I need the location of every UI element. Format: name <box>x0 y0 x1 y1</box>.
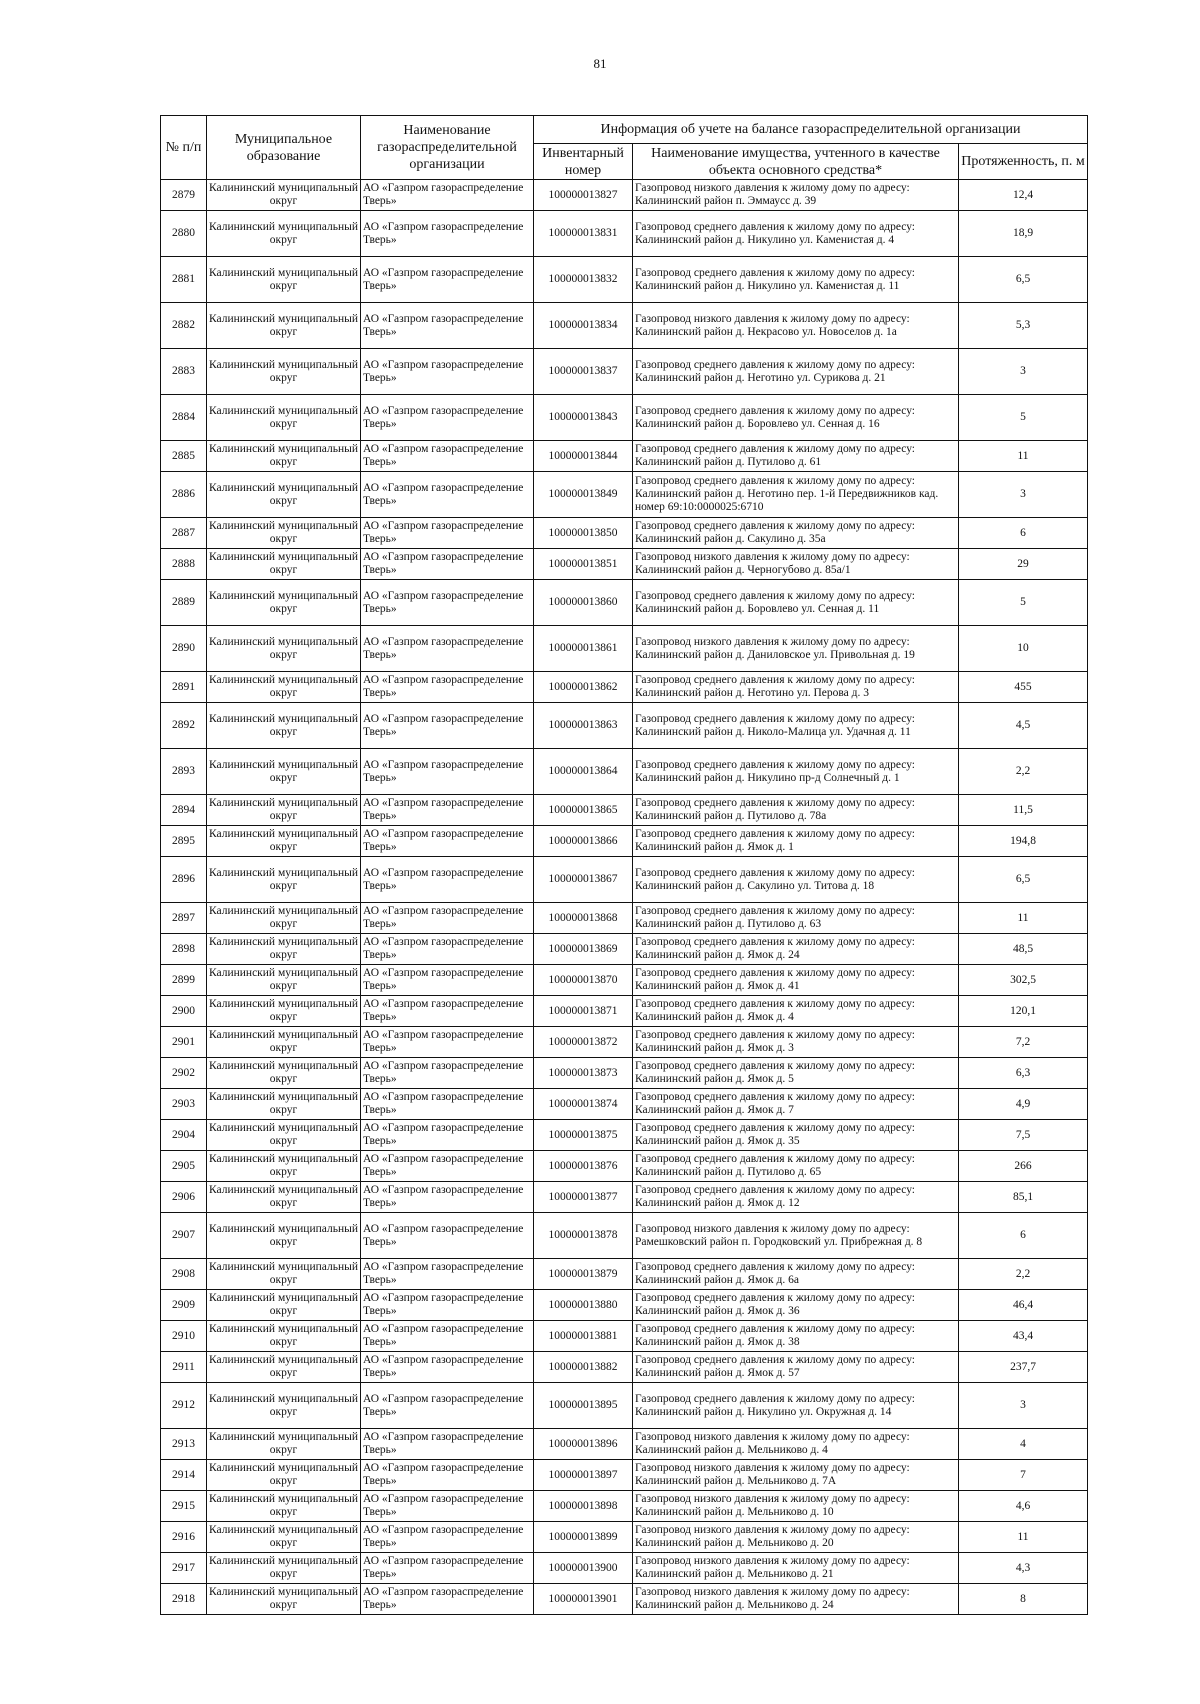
organization-cell: АО «Газпром газораспределение Тверь» <box>361 395 534 441</box>
row-number: 2916 <box>161 1522 207 1553</box>
table-row <box>161 518 1088 549</box>
inventory-number-cell: 100000013863 <box>534 703 633 749</box>
row-number: 2912 <box>161 1383 207 1429</box>
asset-name-cell: Газопровод среднего давления к жилому дому по адресу: Калининский район д. Николо-Малица ул. Удачная д. 11 <box>633 703 959 749</box>
table-row <box>161 1120 1088 1151</box>
organization-cell: АО «Газпром газораспределение Тверь» <box>361 1383 534 1429</box>
inventory-number-cell: 100000013897 <box>534 1460 633 1491</box>
length-cell: 10 <box>959 626 1088 672</box>
inventory-number-cell: 100000013849 <box>534 472 633 518</box>
table-row <box>161 180 1088 211</box>
municipality-cell: Калининский муниципальный округ <box>207 996 361 1027</box>
inventory-number-cell: 100000013901 <box>534 1584 633 1615</box>
organization-cell: АО «Газпром газораспределение Тверь» <box>361 826 534 857</box>
header-organization: Наименование газораспределительной организации <box>361 116 534 180</box>
row-number: 2899 <box>161 965 207 996</box>
inventory-number-cell: 100000013860 <box>534 580 633 626</box>
organization-cell: АО «Газпром газораспределение Тверь» <box>361 996 534 1027</box>
row-number: 2895 <box>161 826 207 857</box>
municipality-cell: Калининский муниципальный округ <box>207 1429 361 1460</box>
municipality-cell: Калининский муниципальный округ <box>207 1259 361 1290</box>
organization-cell: АО «Газпром газораспределение Тверь» <box>361 749 534 795</box>
length-cell: 46,4 <box>959 1290 1088 1321</box>
organization-cell: АО «Газпром газораспределение Тверь» <box>361 1151 534 1182</box>
asset-name-cell: Газопровод низкого давления к жилому дому по адресу: Калининский район п. Эммаусс д. 39 <box>633 180 959 211</box>
municipality-cell: Калининский муниципальный округ <box>207 1584 361 1615</box>
row-number: 2917 <box>161 1553 207 1584</box>
table-row <box>161 1259 1088 1290</box>
length-cell: 43,4 <box>959 1321 1088 1352</box>
table-row <box>161 549 1088 580</box>
asset-name-cell: Газопровод среднего давления к жилому дому по адресу: Калининский район д. Никулино ул. Каменистая д. 11 <box>633 257 959 303</box>
inventory-number-cell: 100000013879 <box>534 1259 633 1290</box>
header-asset-name: Наименование имущества, учтенного в качестве объекта основного средства* <box>633 144 959 180</box>
table-row <box>161 1460 1088 1491</box>
asset-name-cell: Газопровод среднего давления к жилому дому по адресу: Калининский район д. Ямок д. 4 <box>633 996 959 1027</box>
municipality-cell: Калининский муниципальный округ <box>207 1151 361 1182</box>
organization-cell: АО «Газпром газораспределение Тверь» <box>361 1058 534 1089</box>
row-number: 2881 <box>161 257 207 303</box>
table-row <box>161 703 1088 749</box>
inventory-number-cell: 100000013881 <box>534 1321 633 1352</box>
table-row <box>161 257 1088 303</box>
asset-register-table <box>160 115 1088 1615</box>
organization-cell: АО «Газпром газораспределение Тверь» <box>361 1259 534 1290</box>
asset-name-cell: Газопровод среднего давления к жилому дому по адресу: Калининский район д. Неготино ул. Сурикова д. 21 <box>633 349 959 395</box>
length-cell: 5,3 <box>959 303 1088 349</box>
table-row <box>161 395 1088 441</box>
length-cell: 2,2 <box>959 1259 1088 1290</box>
length-cell: 4 <box>959 1429 1088 1460</box>
length-cell: 85,1 <box>959 1182 1088 1213</box>
length-cell: 3 <box>959 349 1088 395</box>
municipality-cell: Калининский муниципальный округ <box>207 1352 361 1383</box>
municipality-cell: Калининский муниципальный округ <box>207 257 361 303</box>
table-row <box>161 1058 1088 1089</box>
row-number: 2900 <box>161 996 207 1027</box>
length-cell: 48,5 <box>959 934 1088 965</box>
length-cell: 7 <box>959 1460 1088 1491</box>
inventory-number-cell: 100000013869 <box>534 934 633 965</box>
length-cell: 11 <box>959 903 1088 934</box>
municipality-cell: Калининский муниципальный округ <box>207 1321 361 1352</box>
municipality-cell: Калининский муниципальный округ <box>207 441 361 472</box>
length-cell: 455 <box>959 672 1088 703</box>
asset-name-cell: Газопровод низкого давления к жилому дому по адресу: Калининский район д. Некрасово ул. Новоселов д. 1а <box>633 303 959 349</box>
header-municipality: Муниципальное образование <box>207 116 361 180</box>
inventory-number-cell: 100000013867 <box>534 857 633 903</box>
organization-cell: АО «Газпром газораспределение Тверь» <box>361 211 534 257</box>
organization-cell: АО «Газпром газораспределение Тверь» <box>361 1460 534 1491</box>
inventory-number-cell: 100000013895 <box>534 1383 633 1429</box>
length-cell: 4,6 <box>959 1491 1088 1522</box>
length-cell: 6 <box>959 518 1088 549</box>
organization-cell: АО «Газпром газораспределение Тверь» <box>361 441 534 472</box>
table-row <box>161 903 1088 934</box>
length-cell: 6,5 <box>959 257 1088 303</box>
row-number: 2885 <box>161 441 207 472</box>
inventory-number-cell: 100000013875 <box>534 1120 633 1151</box>
table-row <box>161 1352 1088 1383</box>
municipality-cell: Калининский муниципальный округ <box>207 580 361 626</box>
table-row <box>161 1027 1088 1058</box>
table-row <box>161 1182 1088 1213</box>
row-number: 2906 <box>161 1182 207 1213</box>
municipality-cell: Калининский муниципальный округ <box>207 1383 361 1429</box>
page-number: 81 <box>593 56 607 71</box>
table-row <box>161 441 1088 472</box>
row-number: 2908 <box>161 1259 207 1290</box>
organization-cell: АО «Газпром газораспределение Тверь» <box>361 1089 534 1120</box>
table-row <box>161 1429 1088 1460</box>
municipality-cell: Калининский муниципальный округ <box>207 549 361 580</box>
asset-name-cell: Газопровод среднего давления к жилому дому по адресу: Калининский район д. Ямок д. 5 <box>633 1058 959 1089</box>
row-number: 2897 <box>161 903 207 934</box>
table-body <box>161 180 1088 1615</box>
table-row <box>161 1584 1088 1615</box>
inventory-number-cell: 100000013870 <box>534 965 633 996</box>
asset-name-cell: Газопровод низкого давления к жилому дому по адресу: Калининский район д. Черногубово д. 85а/1 <box>633 549 959 580</box>
municipality-cell: Калининский муниципальный округ <box>207 672 361 703</box>
municipality-cell: Калининский муниципальный округ <box>207 395 361 441</box>
length-cell: 5 <box>959 395 1088 441</box>
municipality-cell: Калининский муниципальный округ <box>207 1027 361 1058</box>
inventory-number-cell: 100000013827 <box>534 180 633 211</box>
table-row <box>161 1553 1088 1584</box>
organization-cell: АО «Газпром газораспределение Тверь» <box>361 303 534 349</box>
table-header <box>161 116 1088 180</box>
municipality-cell: Калининский муниципальный округ <box>207 903 361 934</box>
row-number: 2883 <box>161 349 207 395</box>
table-row <box>161 580 1088 626</box>
organization-cell: АО «Газпром газораспределение Тверь» <box>361 672 534 703</box>
row-number: 2898 <box>161 934 207 965</box>
row-number: 2901 <box>161 1027 207 1058</box>
row-number: 2891 <box>161 672 207 703</box>
table-row <box>161 965 1088 996</box>
length-cell: 11,5 <box>959 795 1088 826</box>
organization-cell: АО «Газпром газораспределение Тверь» <box>361 1584 534 1615</box>
municipality-cell: Калининский муниципальный округ <box>207 1213 361 1259</box>
inventory-number-cell: 100000013844 <box>534 441 633 472</box>
length-cell: 8 <box>959 1584 1088 1615</box>
inventory-number-cell: 100000013873 <box>534 1058 633 1089</box>
header-num: № п/п <box>161 116 207 180</box>
row-number: 2890 <box>161 626 207 672</box>
asset-name-cell: Газопровод среднего давления к жилому дому по адресу: Калининский район д. Путилово д. 61 <box>633 441 959 472</box>
row-number: 2882 <box>161 303 207 349</box>
length-cell: 12,4 <box>959 180 1088 211</box>
table-row <box>161 626 1088 672</box>
asset-name-cell: Газопровод среднего давления к жилому дому по адресу: Калининский район д. Ямок д. 36 <box>633 1290 959 1321</box>
table-row <box>161 857 1088 903</box>
table-row <box>161 672 1088 703</box>
municipality-cell: Калининский муниципальный округ <box>207 795 361 826</box>
asset-name-cell: Газопровод среднего давления к жилому дому по адресу: Калининский район д. Ямок д. 12 <box>633 1182 959 1213</box>
length-cell: 194,8 <box>959 826 1088 857</box>
inventory-number-cell: 100000013900 <box>534 1553 633 1584</box>
asset-name-cell: Газопровод среднего давления к жилому дому по адресу: Калининский район д. Ямок д. 35 <box>633 1120 959 1151</box>
municipality-cell: Калининский муниципальный округ <box>207 1290 361 1321</box>
length-cell: 266 <box>959 1151 1088 1182</box>
organization-cell: АО «Газпром газораспределение Тверь» <box>361 626 534 672</box>
asset-name-cell: Газопровод среднего давления к жилому дому по адресу: Калининский район д. Неготино пер. 1-й Передвижников кад. номер 69:10:0000025:6710 <box>633 472 959 518</box>
length-cell: 7,5 <box>959 1120 1088 1151</box>
organization-cell: АО «Газпром газораспределение Тверь» <box>361 1352 534 1383</box>
municipality-cell: Калининский муниципальный округ <box>207 1460 361 1491</box>
organization-cell: АО «Газпром газораспределение Тверь» <box>361 1491 534 1522</box>
asset-name-cell: Газопровод среднего давления к жилому дому по адресу: Калининский район д. Никулино ул. Каменистая д. 4 <box>633 211 959 257</box>
organization-cell: АО «Газпром газораспределение Тверь» <box>361 1290 534 1321</box>
asset-name-cell: Газопровод среднего давления к жилому дому по адресу: Калининский район д. Путилово д. 63 <box>633 903 959 934</box>
asset-name-cell: Газопровод низкого давления к жилому дому по адресу: Калининский район д. Мельниково д. 20 <box>633 1522 959 1553</box>
table-row <box>161 472 1088 518</box>
inventory-number-cell: 100000013874 <box>534 1089 633 1120</box>
municipality-cell: Калининский муниципальный округ <box>207 965 361 996</box>
organization-cell: АО «Газпром газораспределение Тверь» <box>361 1553 534 1584</box>
length-cell: 18,9 <box>959 211 1088 257</box>
table-row <box>161 1522 1088 1553</box>
asset-name-cell: Газопровод среднего давления к жилому дому по адресу: Калининский район д. Ямок д. 1 <box>633 826 959 857</box>
length-cell: 11 <box>959 1522 1088 1553</box>
table-row <box>161 1089 1088 1120</box>
organization-cell: АО «Газпром газораспределение Тверь» <box>361 1027 534 1058</box>
length-cell: 3 <box>959 1383 1088 1429</box>
asset-name-cell: Газопровод среднего давления к жилому дому по адресу: Калининский район д. Ямок д. 7 <box>633 1089 959 1120</box>
organization-cell: АО «Газпром газораспределение Тверь» <box>361 857 534 903</box>
inventory-number-cell: 100000013882 <box>534 1352 633 1383</box>
row-number: 2904 <box>161 1120 207 1151</box>
length-cell: 29 <box>959 549 1088 580</box>
municipality-cell: Калининский муниципальный округ <box>207 857 361 903</box>
inventory-number-cell: 100000013872 <box>534 1027 633 1058</box>
inventory-number-cell: 100000013865 <box>534 795 633 826</box>
inventory-number-cell: 100000013898 <box>534 1491 633 1522</box>
asset-name-cell: Газопровод низкого давления к жилому дому по адресу: Рамешковский район п. Городковский ул. Прибрежная д. 8 <box>633 1213 959 1259</box>
row-number: 2918 <box>161 1584 207 1615</box>
asset-name-cell: Газопровод среднего давления к жилому дому по адресу: Калининский район д. Боровлево ул. Сенная д. 16 <box>633 395 959 441</box>
asset-name-cell: Газопровод низкого давления к жилому дому по адресу: Калининский район д. Мельниково д. 21 <box>633 1553 959 1584</box>
organization-cell: АО «Газпром газораспределение Тверь» <box>361 1321 534 1352</box>
row-number: 2909 <box>161 1290 207 1321</box>
inventory-number-cell: 100000013832 <box>534 257 633 303</box>
organization-cell: АО «Газпром газораспределение Тверь» <box>361 257 534 303</box>
inventory-number-cell: 100000013896 <box>534 1429 633 1460</box>
table-row <box>161 795 1088 826</box>
municipality-cell: Калининский муниципальный округ <box>207 826 361 857</box>
organization-cell: АО «Газпром газораспределение Тверь» <box>361 1182 534 1213</box>
asset-name-cell: Газопровод низкого давления к жилому дому по адресу: Калининский район д. Мельниково д. 7А <box>633 1460 959 1491</box>
asset-name-cell: Газопровод среднего давления к жилому дому по адресу: Калининский район д. Никулино ул. Окружная д. 14 <box>633 1383 959 1429</box>
length-cell: 2,2 <box>959 749 1088 795</box>
table-row <box>161 303 1088 349</box>
table-row <box>161 934 1088 965</box>
organization-cell: АО «Газпром газораспределение Тверь» <box>361 1429 534 1460</box>
length-cell: 6 <box>959 1213 1088 1259</box>
organization-cell: АО «Газпром газораспределение Тверь» <box>361 795 534 826</box>
asset-name-cell: Газопровод среднего давления к жилому дому по адресу: Калининский район д. Ямок д. 57 <box>633 1352 959 1383</box>
length-cell: 11 <box>959 441 1088 472</box>
inventory-number-cell: 100000013876 <box>534 1151 633 1182</box>
inventory-number-cell: 100000013868 <box>534 903 633 934</box>
row-number: 2894 <box>161 795 207 826</box>
organization-cell: АО «Газпром газораспределение Тверь» <box>361 518 534 549</box>
municipality-cell: Калининский муниципальный округ <box>207 1553 361 1584</box>
municipality-cell: Калининский муниципальный округ <box>207 349 361 395</box>
asset-name-cell: Газопровод среднего давления к жилому дому по адресу: Калининский район д. Боровлево ул. Сенная д. 11 <box>633 580 959 626</box>
asset-name-cell: Газопровод среднего давления к жилому дому по адресу: Калининский район д. Сакулино ул. Титова д. 18 <box>633 857 959 903</box>
inventory-number-cell: 100000013899 <box>534 1522 633 1553</box>
row-number: 2902 <box>161 1058 207 1089</box>
organization-cell: АО «Газпром газораспределение Тверь» <box>361 549 534 580</box>
length-cell: 120,1 <box>959 996 1088 1027</box>
length-cell: 302,5 <box>959 965 1088 996</box>
length-cell: 4,5 <box>959 703 1088 749</box>
asset-name-cell: Газопровод низкого давления к жилому дому по адресу: Калининский район д. Мельниково д. 10 <box>633 1491 959 1522</box>
table-row <box>161 996 1088 1027</box>
organization-cell: АО «Газпром газораспределение Тверь» <box>361 903 534 934</box>
row-number: 2911 <box>161 1352 207 1383</box>
asset-name-cell: Газопровод среднего давления к жилому дому по адресу: Калининский район д. Ямок д. 24 <box>633 934 959 965</box>
length-cell: 6,5 <box>959 857 1088 903</box>
municipality-cell: Калининский муниципальный округ <box>207 1491 361 1522</box>
municipality-cell: Калининский муниципальный округ <box>207 703 361 749</box>
table-row <box>161 826 1088 857</box>
inventory-number-cell: 100000013837 <box>534 349 633 395</box>
inventory-number-cell: 100000013862 <box>534 672 633 703</box>
row-number: 2879 <box>161 180 207 211</box>
row-number: 2907 <box>161 1213 207 1259</box>
row-number: 2903 <box>161 1089 207 1120</box>
table-row <box>161 749 1088 795</box>
row-number: 2913 <box>161 1429 207 1460</box>
organization-cell: АО «Газпром газораспределение Тверь» <box>361 580 534 626</box>
asset-name-cell: Газопровод среднего давления к жилому дому по адресу: Калининский район д. Ямок д. 41 <box>633 965 959 996</box>
table-row <box>161 349 1088 395</box>
municipality-cell: Калининский муниципальный округ <box>207 749 361 795</box>
organization-cell: АО «Газпром газораспределение Тверь» <box>361 180 534 211</box>
asset-name-cell: Газопровод среднего давления к жилому дому по адресу: Калининский район д. Сакулино д. 35а <box>633 518 959 549</box>
table-row <box>161 1491 1088 1522</box>
table-row <box>161 211 1088 257</box>
inventory-number-cell: 100000013880 <box>534 1290 633 1321</box>
inventory-number-cell: 100000013877 <box>534 1182 633 1213</box>
municipality-cell: Калининский муниципальный округ <box>207 180 361 211</box>
table-row <box>161 1151 1088 1182</box>
row-number: 2915 <box>161 1491 207 1522</box>
organization-cell: АО «Газпром газораспределение Тверь» <box>361 965 534 996</box>
inventory-number-cell: 100000013878 <box>534 1213 633 1259</box>
inventory-number-cell: 100000013864 <box>534 749 633 795</box>
inventory-number-cell: 100000013866 <box>534 826 633 857</box>
table-row <box>161 1321 1088 1352</box>
organization-cell: АО «Газпром газораспределение Тверь» <box>361 1522 534 1553</box>
table-row <box>161 1383 1088 1429</box>
organization-cell: АО «Газпром газораспределение Тверь» <box>361 1120 534 1151</box>
municipality-cell: Калининский муниципальный округ <box>207 1089 361 1120</box>
length-cell: 4,3 <box>959 1553 1088 1584</box>
municipality-cell: Калининский муниципальный округ <box>207 934 361 965</box>
inventory-number-cell: 100000013851 <box>534 549 633 580</box>
header-inventory: Инвентарный номер <box>534 144 633 180</box>
organization-cell: АО «Газпром газораспределение Тверь» <box>361 1213 534 1259</box>
inventory-number-cell: 100000013831 <box>534 211 633 257</box>
inventory-number-cell: 100000013861 <box>534 626 633 672</box>
municipality-cell: Калининский муниципальный округ <box>207 211 361 257</box>
municipality-cell: Калининский муниципальный округ <box>207 472 361 518</box>
length-cell: 5 <box>959 580 1088 626</box>
row-number: 2892 <box>161 703 207 749</box>
asset-name-cell: Газопровод низкого давления к жилому дому по адресу: Калининский район д. Мельниково д. 4 <box>633 1429 959 1460</box>
municipality-cell: Калининский муниципальный округ <box>207 626 361 672</box>
organization-cell: АО «Газпром газораспределение Тверь» <box>361 472 534 518</box>
asset-name-cell: Газопровод среднего давления к жилому дому по адресу: Калининский район д. Путилово д. 65 <box>633 1151 959 1182</box>
asset-name-cell: Газопровод низкого давления к жилому дому по адресу: Калининский район д. Мельниково д. 24 <box>633 1584 959 1615</box>
municipality-cell: Калининский муниципальный округ <box>207 1058 361 1089</box>
organization-cell: АО «Газпром газораспределение Тверь» <box>361 349 534 395</box>
asset-name-cell: Газопровод среднего давления к жилому дому по адресу: Калининский район д. Неготино ул. Перова д. 3 <box>633 672 959 703</box>
asset-name-cell: Газопровод среднего давления к жилому дому по адресу: Калининский район д. Ямок д. 3 <box>633 1027 959 1058</box>
asset-name-cell: Газопровод среднего давления к жилому дому по адресу: Калининский район д. Никулино пр-д Солнечный д. 1 <box>633 749 959 795</box>
length-cell: 3 <box>959 472 1088 518</box>
length-cell: 4,9 <box>959 1089 1088 1120</box>
asset-name-cell: Газопровод среднего давления к жилому дому по адресу: Калининский район д. Ямок д. 38 <box>633 1321 959 1352</box>
municipality-cell: Калининский муниципальный округ <box>207 1522 361 1553</box>
organization-cell: АО «Газпром газораспределение Тверь» <box>361 703 534 749</box>
municipality-cell: Калининский муниципальный округ <box>207 303 361 349</box>
row-number: 2880 <box>161 211 207 257</box>
row-number: 2914 <box>161 1460 207 1491</box>
asset-name-cell: Газопровод среднего давления к жилому дому по адресу: Калининский район д. Путилово д. 78а <box>633 795 959 826</box>
asset-name-cell: Газопровод низкого давления к жилому дому по адресу: Калининский район д. Даниловское ул. Привольная д. 19 <box>633 626 959 672</box>
table-row <box>161 1290 1088 1321</box>
header-balance-info: Информация об учете на балансе газораспределительной организации <box>534 116 1088 144</box>
row-number: 2910 <box>161 1321 207 1352</box>
table-row <box>161 1213 1088 1259</box>
row-number: 2888 <box>161 549 207 580</box>
row-number: 2884 <box>161 395 207 441</box>
header-length: Протяженность, п. м <box>959 144 1088 180</box>
inventory-number-cell: 100000013834 <box>534 303 633 349</box>
row-number: 2886 <box>161 472 207 518</box>
municipality-cell: Калининский муниципальный округ <box>207 1182 361 1213</box>
length-cell: 7,2 <box>959 1027 1088 1058</box>
length-cell: 6,3 <box>959 1058 1088 1089</box>
row-number: 2905 <box>161 1151 207 1182</box>
inventory-number-cell: 100000013843 <box>534 395 633 441</box>
row-number: 2887 <box>161 518 207 549</box>
inventory-number-cell: 100000013850 <box>534 518 633 549</box>
municipality-cell: Калининский муниципальный округ <box>207 1120 361 1151</box>
row-number: 2896 <box>161 857 207 903</box>
row-number: 2889 <box>161 580 207 626</box>
length-cell: 237,7 <box>959 1352 1088 1383</box>
municipality-cell: Калининский муниципальный округ <box>207 518 361 549</box>
organization-cell: АО «Газпром газораспределение Тверь» <box>361 934 534 965</box>
inventory-number-cell: 100000013871 <box>534 996 633 1027</box>
row-number: 2893 <box>161 749 207 795</box>
asset-name-cell: Газопровод среднего давления к жилому дому по адресу: Калининский район д. Ямок д. 6а <box>633 1259 959 1290</box>
